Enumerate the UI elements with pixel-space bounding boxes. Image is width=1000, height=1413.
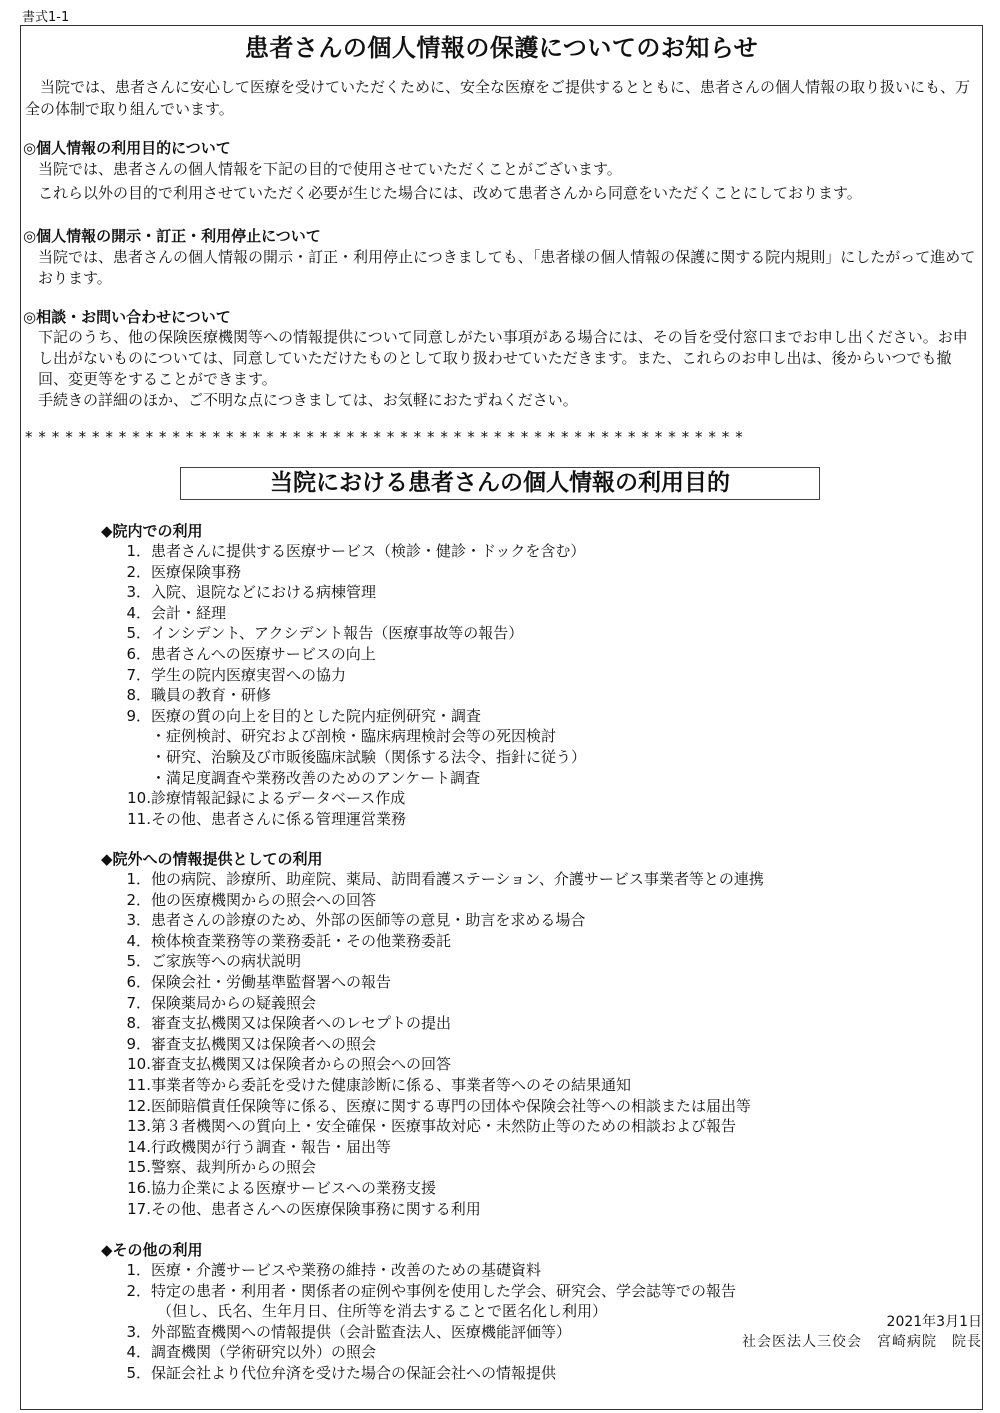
list-item [117,972,764,993]
item-number: 9． [126,1034,151,1053]
item-text: 医師賠償責任保険等に係る、医療に関する専門の団体や保険会社等への相談または届出等 [151,1096,752,1115]
item-number: 5． [126,952,151,971]
list-item [117,931,764,952]
item-text: 他の病院、診療所、助産院、薬局、訪問看護ステーション、介護サービス事業者等との連携 [151,870,764,888]
item-number: 6． [126,972,151,991]
page-title: 患者さんの個人情報の保護についてのお知らせ [244,34,759,62]
list-item [117,809,586,830]
item-number: 2． [126,1281,151,1300]
item-text: 事業者等から委託を受けた健康診断に係る、事業者等へのその結果通知 [151,1075,632,1094]
item-number: 17. [127,1199,151,1218]
item-number: 13. [127,1117,151,1136]
list-item [117,665,586,686]
item-number: 4． [126,931,151,950]
item-text: 患者さんへの医療サービスの向上 [151,644,376,663]
list-external [117,869,764,1219]
section-body-purpose [38,159,976,204]
list-item [117,1342,736,1363]
list-item [117,644,586,665]
section-line: 手続きの詳細のほか、ご不明な点につきましては、お気軽におたずねください。 [38,391,578,409]
item-number: 5． [126,624,151,643]
group-heading-other: ◆その他の利用 [101,1241,203,1259]
section-body-disclosure [38,247,976,289]
item-number: 11. [127,1075,151,1094]
item-text: 職員の教育・研修 [151,686,272,705]
item-number: 2． [126,562,151,581]
separator-stars: ****************************************************** [25,428,749,446]
item-number: 14. [127,1137,151,1156]
group-heading-external: ◆院外への情報提供としての利用 [101,850,323,868]
item-number: 15. [127,1158,151,1177]
item-text: 審査支払機関又は保険者からの照会への回答 [151,1055,452,1074]
item-text: その他、患者さんに係る管理運営業務 [151,809,407,828]
item-number: 11. [127,809,151,828]
item-text: インシデント、アクシデント報告（医療事故等の報告） [151,624,524,643]
notice-frame [20,25,983,1410]
item-text: 診療情報記録によるデータベース作成 [151,789,406,808]
item-text: 会計・経理 [151,603,227,622]
section-heading-consultation: ◎相談・お問い合わせについて [23,308,231,326]
item-number: 3． [126,1322,151,1341]
item-text: 入院、退院などにおける病棟管理 [151,583,377,602]
item-text: 学生の院内医療実習への協力 [151,665,347,684]
item-number: 1． [126,870,151,888]
list-item [117,685,586,706]
list-item [117,1199,764,1220]
item-text: 警察、裁判所からの照会 [151,1158,317,1177]
item-text: その他、患者さんへの医療保険事務に関する利用 [151,1199,481,1218]
item-number: 9． [126,706,151,725]
list-item [117,869,764,890]
sub-note: （但し、氏名、生年月日、住所等を消去することで匿名化し利用） [157,1302,608,1321]
list-item [117,1322,736,1343]
item-number: 7． [126,993,151,1012]
list-other [117,1260,736,1384]
list-item [117,1096,764,1117]
signature: 社会医法人三佼会 宮崎病院 院長 [742,1334,982,1350]
list-item [117,1116,764,1137]
section-heading-disclosure: ◎個人情報の開示・訂正・利用停止について [23,227,321,245]
item-number: 16. [127,1178,151,1197]
item-text: 保証会社より代位弁済を受けた場合の保証会社への情報提供 [151,1363,557,1382]
item-text: 患者さんに提供する医療サービス（検診・健診・ドックを含む） [151,542,586,560]
list-item [117,1157,764,1178]
list-item [117,890,764,911]
item-text: 第３者機関への質向上・安全確保・医療事故対応・未然防止等のための相談および報告 [151,1117,737,1136]
list-item [117,541,586,562]
form-number: 書式1-1 [22,10,70,25]
list-item [117,582,586,603]
list-item [117,1281,736,1322]
list-item [117,1260,736,1281]
section-line: 当院では、患者さんの個人情報を下記の目的で使用させていただくことがございます。 [38,160,622,178]
item-number: 3． [126,583,151,602]
list-item [117,910,764,931]
list-item [117,1137,764,1158]
item-text: 医療の質の向上を目的とした院内症例研究・調査 [151,706,482,725]
list-item [117,706,586,788]
group-heading-internal: ◆院内での利用 [101,522,203,540]
item-number: 5． [126,1363,151,1382]
list-item [117,562,586,583]
item-number: 10. [127,789,151,808]
item-number: 12. [127,1096,151,1115]
item-number: 8． [126,686,151,705]
list-internal [117,541,586,829]
list-item [117,1363,736,1384]
list-item [117,623,586,644]
intro-paragraph: 当院では、患者さんに安心して医療を受けていただくために、安全な医療をご提供するとともに、患者さんの個人情報の取り扱いにも、万全の体制で取り組んでいます。 [25,78,971,118]
item-text: 医療・介護サービスや業務の維持・改善のための基礎資料 [151,1261,542,1279]
list-item [117,1034,764,1055]
item-number: 1． [126,542,151,560]
item-number: 10. [127,1055,151,1074]
item-number: 4． [126,1343,151,1362]
list-item [117,1054,764,1075]
item-text: ご家族等への病状説明 [151,952,302,971]
sub-item: ・研究、治験及び市販後臨床試験（関係する法令、指針に従う） [151,747,587,766]
item-number: 2． [126,890,151,909]
item-number: 8． [126,1014,151,1033]
item-number: 6． [126,644,151,663]
section-line: これら以外の目的で利用させていただく必要が生じた場合には、改めて患者さんから同意をいただくことにしております。 [38,184,862,202]
list-item [117,993,764,1014]
sub-item: ・満足度調査や業務改善のためのアンケート調査 [151,768,481,787]
item-text: 患者さんの診療のため、外部の医師等の意見・助言を求める場合 [151,911,586,930]
item-text: 行政機関が行う調査・報告・届出等 [151,1137,392,1156]
item-number: 4． [126,603,151,622]
item-number: 7． [126,665,151,684]
item-text: 特定の患者・利用者・関係者の症例や事例を使用した学会、研究会、学会誌等での報告 [151,1281,737,1300]
item-text: 保険会社・労働基準監督署への報告 [151,972,392,991]
item-text: 審査支払機関又は保険者へのレセプトの提出 [151,1014,452,1033]
item-number: 1． [126,1261,151,1279]
sub-item: ・症例検討、研究および剖検・臨床病理検討会等の死因検討 [151,727,557,746]
item-text: 医療保険事務 [151,562,242,581]
item-text: 他の医療機関からの照会への回答 [151,890,377,909]
item-text: 検体検査業務等の業務委託・その他業務委託 [151,931,452,950]
list-item [117,1178,764,1199]
issue-date: 2021年3月1日 [886,1314,982,1330]
list-item [117,788,586,809]
list-item [117,1013,764,1034]
item-text: 外部監査機関への情報提供（会計監査法人、医療機能評価等） [151,1322,572,1341]
section-line: 当院では、患者さんの個人情報の開示・訂正・利用停止につきましても、「患者様の個人情報の保護に関する院内規則」にしたがって進めております。 [38,248,976,287]
list-item [117,603,586,624]
section-heading-purpose: ◎個人情報の利用目的について [23,139,231,157]
item-text: 保険薬局からの疑義照会 [151,993,317,1012]
list-item [117,951,764,972]
purpose-subtitle: 当院における患者さんの個人情報の利用目的 [180,467,820,500]
item-text: 審査支払機関又は保険者への照会 [151,1034,377,1053]
item-number: 3． [126,911,151,930]
item-text: 協力企業による医療サービスへの業務支援 [151,1178,437,1197]
section-line: 下記のうち、他の保険医療機関等への情報提供について同意しがたい事項がある場合には、その旨を受付窓口までお申し出ください。お申し出がないものについては、同意していただけたものとして取り扱わせていただきます。また、これらのお申し出は、後からいつでも撤回、変更等をすることができます。 [38,328,968,388]
item-text: 調査機関（学術研究以外）の照会 [151,1343,377,1362]
list-item [117,1075,764,1096]
section-body-consultation [38,327,976,411]
